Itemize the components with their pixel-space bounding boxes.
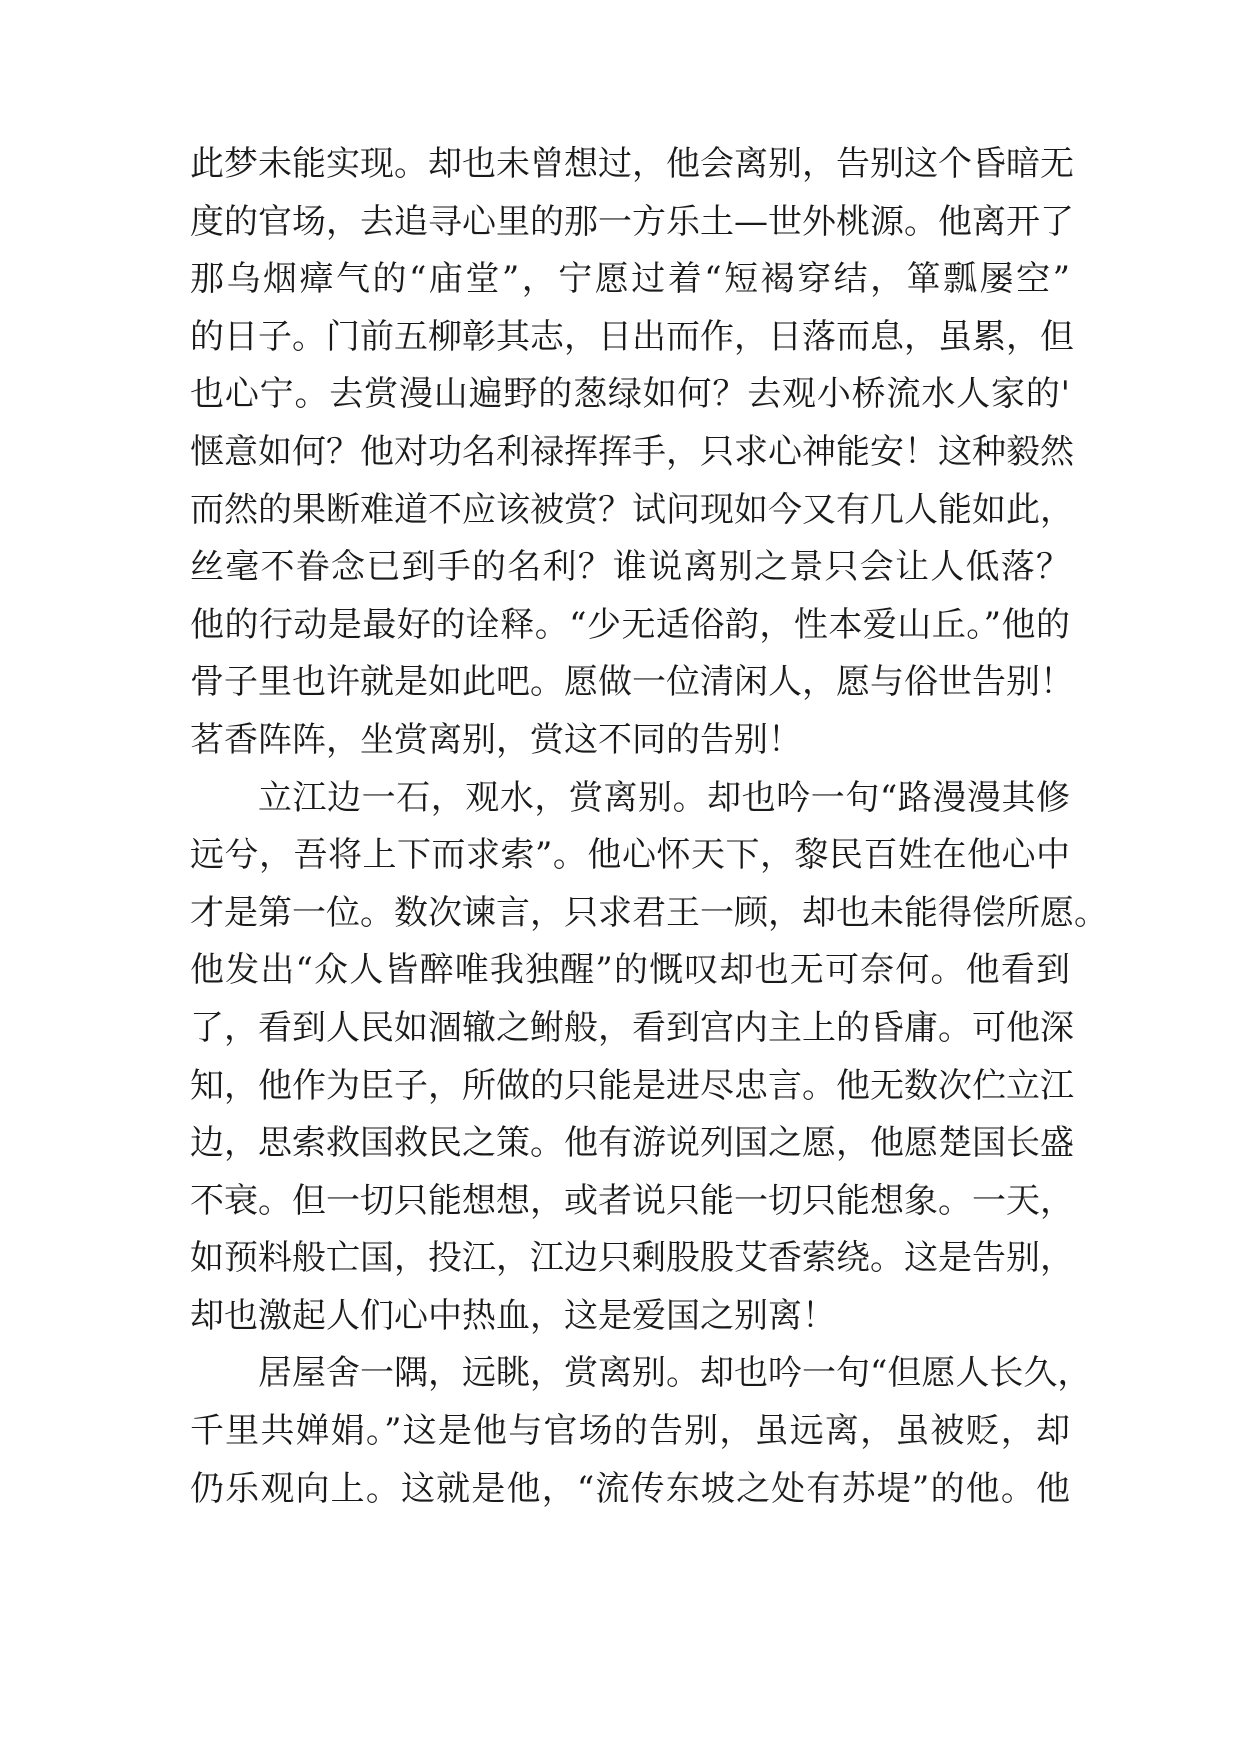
text-line: 骨子里也许就是如此吧。愿做一位清闲人，愿与俗世告别！ bbox=[190, 662, 1074, 703]
paragraph-first-line: 立江边一石，观水，赏离别。却也吟一句“路漫漫其修 bbox=[258, 777, 1070, 818]
text-line: 他发出“众人皆醉唯我独醒”的慨叹却也无可奈何。他看到 bbox=[190, 950, 1070, 991]
text-line: 丝毫不眷念已到手的名利？谁说离别之景只会让人低落？ bbox=[190, 547, 1070, 588]
text-line: 却也激起人们心中热血，这是爱国之别离！ bbox=[190, 1295, 836, 1336]
text-line: 远兮，吾将上下而求索”。他心怀天下，黎民百姓在他心中 bbox=[190, 835, 1070, 876]
text-line: 仍乐观向上。这就是他，“流传东坡之处有苏堤”的他。他 bbox=[190, 1468, 1070, 1509]
text-line: 他的行动是最好的诠释。“少无适俗韵，性本爱山丘。”他的 bbox=[190, 604, 1070, 645]
text-line: 才是第一位。数次谏言，只求君王一顾，却也未能得偿所愿。 bbox=[190, 892, 1108, 933]
text-line: 那乌烟瘴气的“庙堂”，宁愿过着“短褐穿结，箪瓢屡空” bbox=[190, 259, 1070, 300]
text-line: 了，看到人民如涸辙之鲋般，看到宫内主上的昏庸。可他深 bbox=[190, 1007, 1074, 1048]
text-line: 千里共婵娟。”这是他与官场的告别，虽远离，虽被贬，却 bbox=[190, 1411, 1070, 1452]
text-line: 也心宁。去赏漫山遍野的葱绿如何？去观小桥流水人家的' bbox=[190, 374, 1070, 415]
text-line: 知，他作为臣子，所做的只能是进尽忠言。他无数次伫立江 bbox=[190, 1065, 1074, 1106]
body-text bbox=[190, 136, 1108, 1518]
text-line: 而然的果断难道不应该被赏？试问现如今又有几人能如此， bbox=[190, 489, 1074, 530]
text-line: 茗香阵阵，坐赏离别，赏这不同的告别！ bbox=[190, 719, 802, 760]
text-line: 边，思索救国救民之策。他有游说列国之愿，他愿楚国长盛 bbox=[190, 1123, 1074, 1164]
text-line: 的日子。门前五柳彰其志，日出而作，日落而息，虽累，但 bbox=[190, 316, 1074, 357]
text-line: 度的官场，去追寻心里的那一方乐土—世外桃源。他离开了 bbox=[190, 201, 1074, 242]
text-line: 此梦未能实现。却也未曾想过，他会离别，告别这个昏暗无 bbox=[190, 144, 1074, 184]
paragraph-first-line: 居屋舍一隅，远眺，赏离别。却也吟一句“但愿人长久， bbox=[258, 1353, 1092, 1394]
text-line: 不衰。但一切只能想想，或者说只能一切只能想象。一天， bbox=[190, 1180, 1074, 1221]
text-line: 惬意如何？他对功名利禄挥挥手，只求心神能安！这种毅然 bbox=[190, 431, 1074, 472]
text-line: 如预料般亡国，投江，江边只剩股股艾香萦绕。这是告别， bbox=[190, 1238, 1074, 1279]
